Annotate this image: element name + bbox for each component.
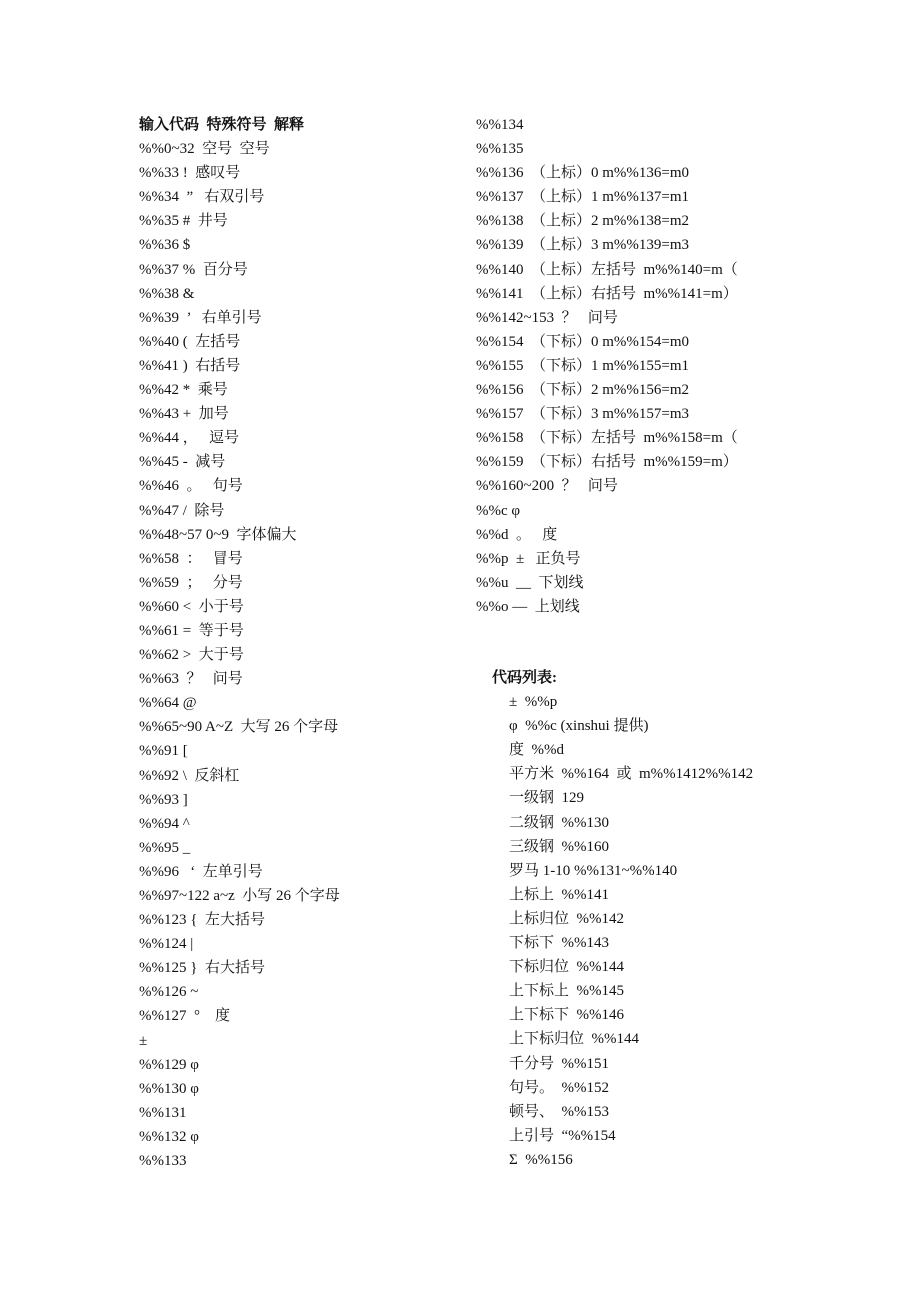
- code-list-item: 千分号 %%151: [509, 1055, 609, 1072]
- code-list-item: 上标归位 %%142: [509, 910, 624, 927]
- code-table-line: %%141 （上标）右括号 m%%141=m）: [476, 285, 738, 302]
- code-table-line: %%142~153 ？ 问号: [476, 309, 618, 326]
- code-list-item: 罗马 1-10 %%131~%%140: [509, 862, 678, 879]
- code-table-line: %%124 |: [139, 936, 194, 953]
- code-table-line: %%127 ° 度: [139, 1008, 230, 1025]
- code-table-line: %%41 ) 右括号: [139, 357, 241, 374]
- code-table-line: %%d 。 度: [476, 526, 558, 543]
- code-list-item: 下标归位 %%144: [509, 959, 624, 976]
- code-table-line: %%39 ’ 右单引号: [139, 309, 262, 326]
- code-list-item: 上标上 %%141: [509, 886, 609, 903]
- code-list-item: φ %%c (xinshui 提供): [509, 718, 649, 735]
- code-list-section: [492, 666, 912, 1172]
- code-table-line: %%160~200 ？ 问号: [476, 478, 618, 495]
- code-table-line: %%42 * 乘号: [139, 382, 228, 399]
- code-table-line: %%158 （下标）左括号 m%%158=m（: [476, 430, 738, 447]
- code-table-line: %%u __ 下划线: [476, 574, 584, 591]
- code-table-line: %%139 （上标）3 m%%139=m3: [476, 237, 690, 254]
- code-table-line: %%33 ! 感叹号: [139, 165, 241, 182]
- code-table-line: ±: [139, 1032, 148, 1049]
- code-table-line: %%96 ‘ 左单引号: [139, 863, 263, 880]
- code-table-line: %%157 （下标）3 m%%157=m3: [476, 406, 690, 423]
- code-table-line: %%p ± 正负号: [476, 550, 581, 567]
- code-table-line: %%91 [: [139, 743, 188, 760]
- code-table-line: %%129 φ: [139, 1056, 199, 1073]
- right-column-lines: [476, 113, 896, 619]
- code-table-line: %%58 ： 冒号: [139, 550, 243, 567]
- code-list-item: 下标下 %%143: [509, 935, 609, 952]
- code-table-line: %%37 % 百分号: [139, 261, 248, 278]
- code-table-line: %%0~32 空号 空号: [139, 141, 270, 158]
- code-list-item: 上下标上 %%145: [509, 983, 624, 1000]
- code-table-line: %%36 $: [139, 237, 191, 254]
- code-table-line: %%60 < 小于号: [139, 598, 244, 615]
- code-table-line: %%34 ” 右双引号: [139, 189, 265, 206]
- code-list-item: 度 %%d: [509, 742, 564, 759]
- code-table-line: %%38 &: [139, 285, 195, 302]
- code-list-item: 上下标归位 %%144: [509, 1031, 639, 1048]
- code-list-item: ± %%p: [509, 694, 558, 711]
- code-table-line: %%92 \ 反斜杠: [139, 767, 240, 784]
- code-table-line: %%133: [139, 1153, 187, 1170]
- code-table-line: %%135: [476, 141, 524, 158]
- code-list-item: 二级钢 %%130: [509, 814, 609, 831]
- code-table-line: %%136 （上标）0 m%%136=m0: [476, 165, 690, 182]
- code-table-line: %%44 ， 逗号: [139, 430, 239, 447]
- code-list-item: 上下标下 %%146: [509, 1007, 624, 1024]
- code-table-line: %%155 （下标）1 m%%155=m1: [476, 357, 690, 374]
- code-table-line: %%97~122 a~z 小写 26 个字母: [139, 888, 340, 904]
- code-list-item: 平方米 %%164 或 m%%1412%%142: [509, 766, 754, 783]
- code-list-item: 上引号 “%%154: [509, 1127, 616, 1144]
- code-table-line: %%59 ； 分号: [139, 574, 243, 591]
- code-table-line: %%154 （下标）0 m%%154=m0: [476, 333, 690, 350]
- code-list-heading: 代码列表:: [492, 670, 557, 686]
- code-table-line: %%63 ？ 问号: [139, 671, 243, 688]
- code-list-item: 句号。 %%152: [509, 1079, 609, 1096]
- code-table-line: %%c φ: [476, 502, 521, 519]
- code-list-lines: [492, 690, 912, 1172]
- code-list-item: Σ %%156: [509, 1151, 573, 1168]
- code-list-item: 三级钢 %%160: [509, 838, 609, 855]
- code-table-line: %%65~90 A~Z 大写 26 个字母: [139, 719, 339, 736]
- code-table-line: %%132 φ: [139, 1128, 199, 1145]
- code-table-line: %%35 # 井号: [139, 213, 228, 230]
- left-column-heading: 输入代码 特殊符号 解释: [139, 117, 305, 133]
- code-table-line: %%140 （上标）左括号 m%%140=m（: [476, 261, 738, 278]
- code-table-line: %%43 + 加号: [139, 406, 229, 423]
- code-table-line: %%o — 上划线: [476, 598, 580, 615]
- code-table-line: %%40 ( 左括号: [139, 333, 241, 350]
- code-table-line: %%93 ]: [139, 791, 188, 808]
- code-table-line: %%123 { 左大括号: [139, 912, 265, 929]
- code-list-item: 一级钢 129: [509, 790, 585, 807]
- code-table-line: %%137 （上标）1 m%%137=m1: [476, 189, 690, 206]
- code-list-item: 顿号、 %%153: [509, 1103, 609, 1120]
- code-table-line: %%94 ^: [139, 815, 190, 832]
- code-table-line: %%45 - 减号: [139, 454, 226, 471]
- code-table-line: %%64 @: [139, 695, 197, 712]
- code-table-line: %%95 _: [139, 839, 191, 856]
- code-table-line: %%62 > 大于号: [139, 647, 244, 664]
- code-table-line: %%159 （下标）右括号 m%%159=m）: [476, 454, 738, 471]
- code-table-line: %%138 （上标）2 m%%138=m2: [476, 213, 690, 230]
- code-table-line: %%156 （下标）2 m%%156=m2: [476, 382, 690, 399]
- right-column: [476, 113, 896, 619]
- code-table-line: %%134: [476, 117, 524, 133]
- code-table-line: %%125 } 右大括号: [139, 960, 265, 977]
- code-table-line: %%47 / 除号: [139, 502, 225, 519]
- left-column: [139, 113, 469, 1173]
- code-table-line: %%46 。 句号: [139, 478, 243, 495]
- left-column-lines: [139, 137, 469, 1173]
- code-table-line: %%131: [139, 1104, 187, 1121]
- code-table-line: %%130 φ: [139, 1080, 199, 1097]
- code-table-line: %%126 ~: [139, 984, 199, 1001]
- code-table-line: %%61 = 等于号: [139, 622, 244, 639]
- code-table-line: %%48~57 0~9 字体偏大: [139, 526, 297, 543]
